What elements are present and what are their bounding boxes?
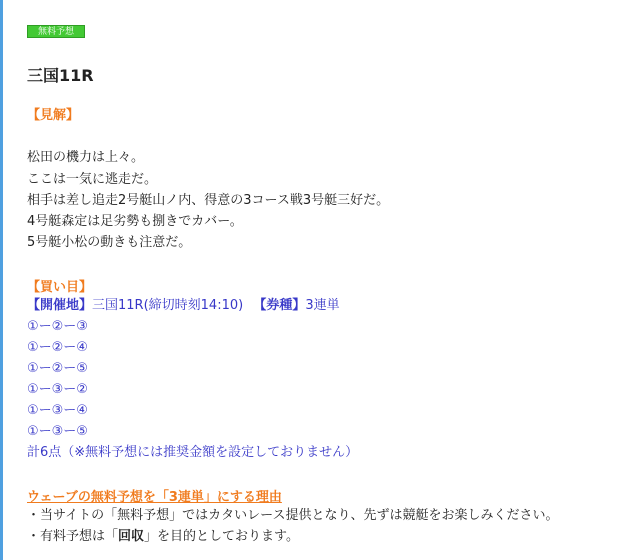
reason-line: ・当サイトの「無料予想」ではカタいレース提供となり、先ずは競艇をお楽しみください。 [27,508,559,523]
view-line: 4号艇森定は足劣勢も捌きでカバー。 [27,214,243,229]
reason-line [27,529,299,545]
reason-line-prefix: ・有料予想は「 [27,529,119,544]
view-line: 5号艇小松の動きも注意だ。 [27,235,192,250]
bet-combo: ①ー②ー⑤ [27,361,88,376]
bet-combo: ①ー③ー④ [27,403,88,418]
reason-line-bold: 回収 [118,529,145,544]
reason-line-suffix: 」を目的としております。 [144,529,299,544]
reason-heading: ウェーブの無料予想を「3連単」にする理由 [27,490,282,505]
bet-combo: ①ー②ー④ [27,340,88,355]
view-line: 松田の機力は上々。 [27,150,145,165]
venue-label: 【開催地】 [27,298,93,313]
venue-value: 三国11R(締切時刻14:10) [92,298,244,313]
bet-combo: ①ー③ー② [27,382,88,397]
bet-total: 計6点（※無料予想には推奨金額を設定しておりません） [27,445,359,460]
ticket-label: 【券種】 [253,298,306,313]
view-line: 相手は差し追走2号艇山ノ内、得意の3コース戦3号艇三好だ。 [27,193,390,208]
view-heading: 【見解】 [27,108,80,123]
free-prediction-badge: 無料予想 [27,25,85,38]
bet-combo: ①ー②ー③ [27,319,88,334]
bets-heading: 【買い目】 [27,280,93,295]
ticket-value: 3連単 [305,298,340,313]
race-title: 三国11R [27,66,94,85]
view-line: ここは一気に逃走だ。 [27,172,158,187]
left-border [0,0,3,560]
bet-combo: ①ー③ー⑤ [27,424,88,439]
bet-info-line [27,298,340,314]
